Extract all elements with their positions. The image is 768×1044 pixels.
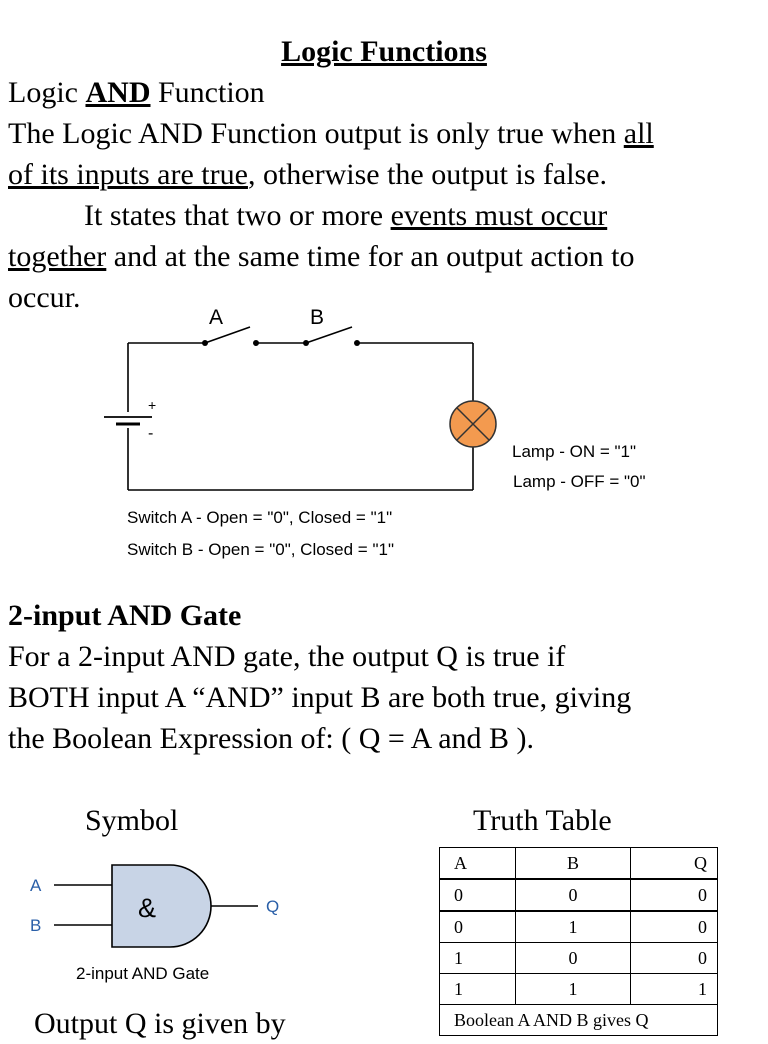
p2-text-a: It states that two or more: [84, 199, 391, 232]
circuit-wires: [128, 327, 473, 490]
cell-b: 0: [515, 943, 631, 974]
cell-q: 0: [631, 943, 718, 974]
truth-table-label: Truth Table: [473, 804, 612, 837]
p1-underline-2: of its inputs are true: [8, 158, 248, 191]
p2-text-b: and at the same time for an output action to: [106, 240, 635, 273]
p1-underline-1: all: [623, 117, 654, 150]
cell-a: 0: [440, 879, 516, 911]
lamp-icon: [450, 401, 496, 447]
heading-suffix: Function: [150, 76, 265, 109]
cell-b: 0: [515, 879, 631, 911]
header-b: B: [515, 848, 631, 880]
header-a: A: [440, 848, 516, 880]
cell-q: 1: [631, 974, 718, 1005]
heading-prefix: Logic: [8, 76, 86, 109]
symbol-label: Symbol: [85, 804, 179, 837]
switch-a-label: A: [209, 306, 224, 329]
p1-text-a: The Logic AND Function output is only true when: [8, 117, 624, 150]
input-b-label: B: [30, 916, 42, 935]
paragraph-1-line-1: [8, 113, 654, 154]
p2-underline-1: events must occur: [390, 199, 608, 232]
truth-table-footer: Boolean A AND B gives Q: [440, 1005, 718, 1036]
cell-q: 0: [631, 879, 718, 911]
p1-text-b: , otherwise the output is false.: [247, 158, 608, 191]
and-gate-symbol: [20, 855, 300, 990]
cell-a: 1: [440, 943, 516, 974]
section-heading-2-input-and-gate: 2-input AND Gate: [8, 599, 242, 632]
switch-a-blade: [205, 327, 250, 343]
gate-caption: 2-input AND Gate: [76, 964, 210, 983]
cell-b: 1: [515, 974, 631, 1005]
and-gate-body: [112, 865, 211, 947]
section-2-line-3: the Boolean Expression of: ( Q = A and B ).: [8, 722, 535, 755]
cell-a: 0: [440, 911, 516, 943]
and-circuit-diagram: [0, 300, 768, 570]
switch-b-label: B: [310, 306, 325, 329]
table-row: [440, 911, 718, 943]
table-row: [440, 943, 718, 974]
cell-b: 1: [515, 911, 631, 943]
gate-ampersand: &: [138, 893, 157, 923]
p2-underline-2: together: [8, 240, 107, 273]
section-heading-and-function: [8, 72, 265, 113]
battery-minus-label: -: [148, 425, 154, 442]
paragraph-2-line-2: [8, 236, 634, 277]
header-q: Q: [631, 848, 718, 880]
input-a-label: A: [30, 876, 42, 895]
output-q-label: Q: [266, 897, 280, 916]
truth-table: [439, 847, 718, 1036]
section-2-line-2: BOTH input A “AND” input B are both true, giving: [8, 681, 632, 714]
table-row: [440, 879, 718, 911]
table-row: [440, 974, 718, 1005]
output-q-text: Output Q is given by: [34, 1007, 286, 1040]
heading-keyword: AND: [85, 76, 151, 109]
cell-q: 0: [631, 911, 718, 943]
switch-b-description: Switch B - Open = "0", Closed = "1": [127, 540, 394, 559]
lamp-on-label: Lamp - ON = "1": [512, 442, 637, 461]
paragraph-1-line-2: [8, 154, 607, 195]
truth-table-header-row: [440, 848, 718, 880]
paragraph-2-line-1: [84, 195, 607, 236]
paragraph-2-line-3: occur.: [8, 281, 81, 314]
switch-a-description: Switch A - Open = "0", Closed = "1": [127, 508, 393, 527]
truth-table-footer-row: [440, 1005, 718, 1036]
lamp-off-label: Lamp - OFF = "0": [513, 472, 646, 491]
section-2-line-1: For a 2-input AND gate, the output Q is true if: [8, 640, 566, 673]
page-title: Logic Functions: [281, 35, 487, 68]
switch-b-blade: [306, 327, 352, 343]
cell-a: 1: [440, 974, 516, 1005]
battery-icon: [104, 417, 152, 424]
battery-plus-label: +: [148, 397, 157, 413]
